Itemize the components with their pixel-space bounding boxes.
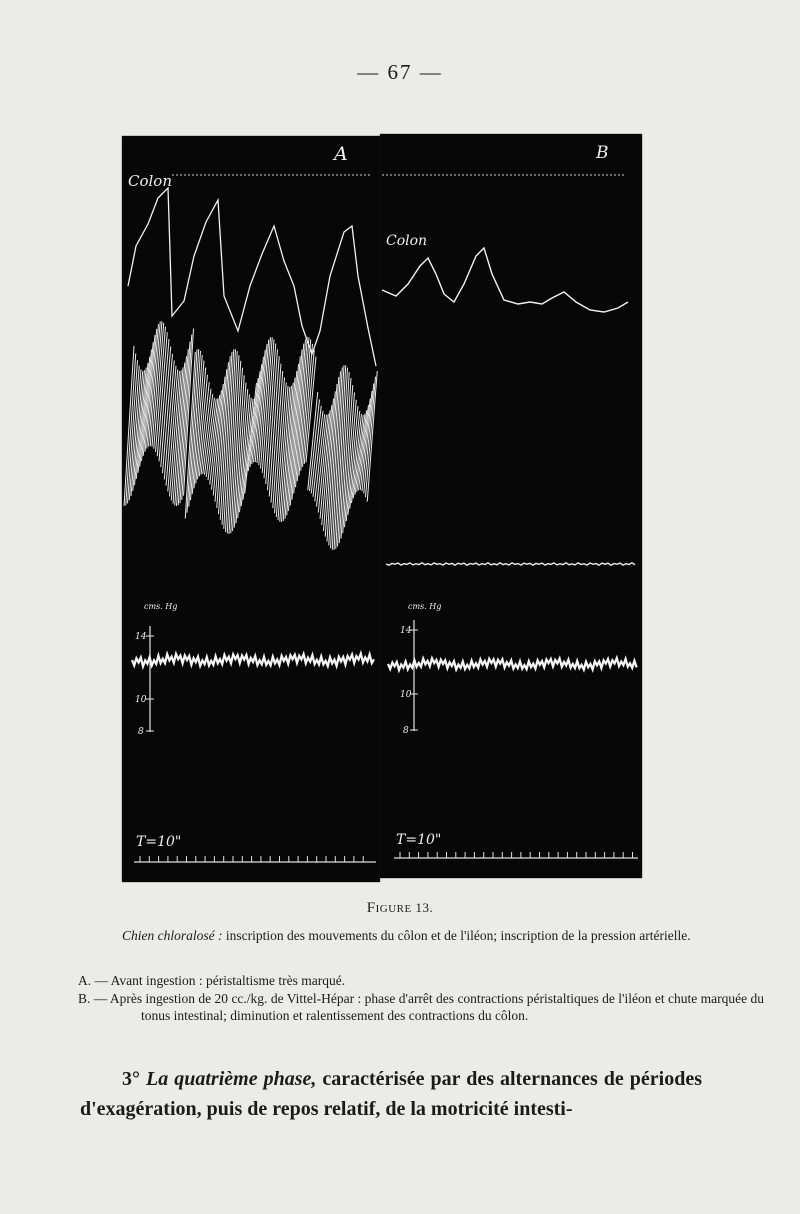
caption-intro-italic: Chien chloralosé : [122,928,223,943]
figure-title [0,900,800,917]
panel-b-tick-10: 10 [400,690,412,700]
panel-a-tracings [122,136,380,882]
panel-b-tick-14: 14 [400,626,412,636]
panel-b-pressure-unit: cms. Hg [408,602,442,611]
caption-intro-text: inscription des mouvements du côlon et de l'iléon; inscription de la pression artérielle. [225,928,691,943]
panel-b-time-marks [400,852,633,858]
panel-b-colon-label: Colon [386,233,428,249]
caption-item-b: B. — Après ingestion de 20 cc./kg. de Vittel-Hépar : phase d'arrêt des contractions péristaltiques de l'iléon et chute marquée du tonus intestinal; diminution et ralentissement des contractions du côlon. [78,991,764,1023]
panel-b-colon-trace [382,248,628,312]
panel-a-tick-14: 14 [135,632,147,642]
panel-a-tick-10: 10 [135,695,147,705]
panel-b-letter: B [596,143,609,163]
panel-a-letter: A [334,143,348,165]
body-text: caractérisée par des alternances de périodes d'exagération, puis de repos relatif, de la motricité intesti- [80,1068,702,1120]
panel-a-tick-8: 8 [138,727,144,737]
panel-b-tracings [380,134,642,878]
figure-panel-a [122,136,380,882]
panel-a-pressure-unit: cms. Hg [144,602,178,611]
body-paragraph [80,1064,702,1124]
panel-b-pressure-trace [388,658,637,670]
panel-a-time-marks [140,856,363,862]
caption-item-a: A. — Avant ingestion : péristaltisme très marqué. [78,973,346,988]
panel-a-time-label: T=10" [136,834,182,850]
panel-b-ileon-trace [386,563,635,565]
page-number: — 67 — [357,60,443,84]
caption-intro [78,927,701,944]
panel-b-tick-8: 8 [403,726,409,736]
figure-title-prefix: Figure [366,900,412,916]
figure-panel-b [380,134,642,878]
body-italic-phrase: La quatrième phase, [146,1068,317,1090]
panel-a-colon-label: Colon [128,172,172,190]
panel-b-time-label: T=10" [396,832,442,848]
panel-a-ileon-trace [124,321,377,550]
body-number: 3° [122,1068,140,1090]
panel-a-colon-trace [128,188,376,366]
figure-title-number: 13. [415,900,434,915]
panel-a-pressure-trace [132,654,374,667]
